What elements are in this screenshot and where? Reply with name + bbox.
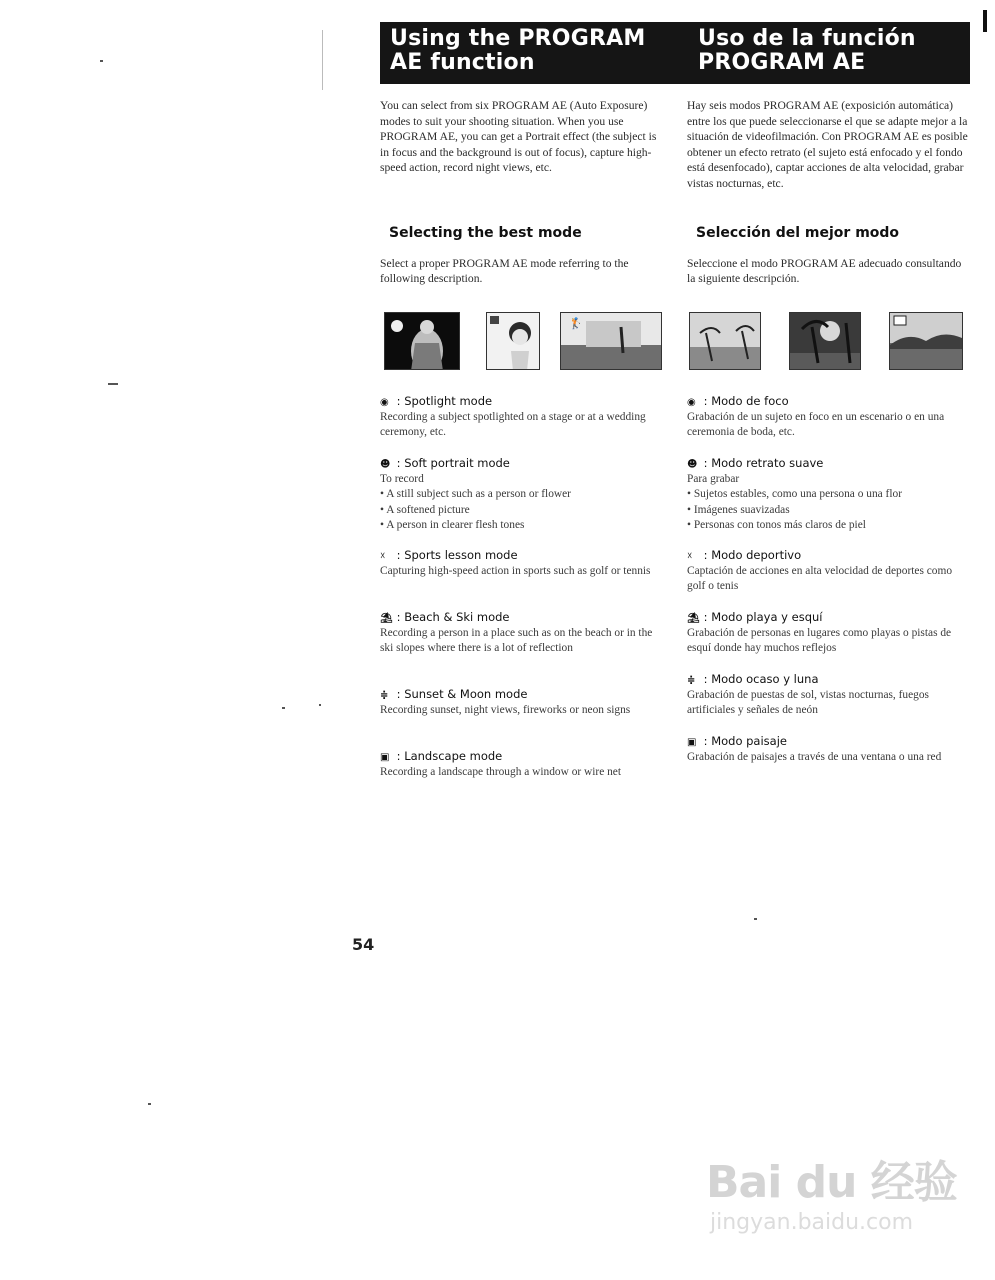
select-description-en: Select a proper PROGRAM AE mode referring to the following description. [380,257,629,286]
example-photos-es [687,312,969,372]
mode-description: Grabación de personas en lugares como playas o pistas de esquí donde hay muchos reflejos [687,627,952,655]
scan-speck [108,383,118,385]
soft-portrait-icon: ☻ [380,459,391,470]
intro-text-es: Hay seis modos PROGRAM AE (exposición automática) entre los que puede seleccionarse el que se adapte mejor a la situación de videofilmación. Con PROGRAM AE es posible obtener un efecto retrato (el sujeto está enfocado y el fondo está desenfocado), captar acciones de alta velocidad, grabar vistas nocturnas, etc. [687,99,968,190]
spotlight-photo [384,312,460,370]
beach-ski-icon: ⛱ [687,613,700,624]
mode-spotlight-en: ◉ : Spotlight mode Recording a subject spotlighted on a stage or at a wedding ceremony, etc. [380,394,665,441]
page-title-en: Using the PROGRAM AE function [390,26,646,75]
beach-photo [689,312,761,370]
section-heading-en: Selecting the best mode [389,225,582,241]
mode-description: Recording sunset, night views, fireworks or neon signs [380,704,631,716]
scan-speck [148,1103,151,1105]
landscape-icon: ▣ [380,752,390,763]
watermark-url: jingyan.baidu.com [710,1210,914,1235]
baidu-watermark [700,1118,962,1268]
mode-soft-portrait-es: ☻ : Modo retrato suave Para grabar • Sujetos estables, como una persona o una flor • Imágenes suavizadas • Personas con tonos más claros de piel [687,456,972,534]
mode-landscape-en: ▣ : Landscape mode Recording a landscape through a window or wire net [380,749,665,780]
mode-description: Capturing high-speed action in sports such as golf or tennis [380,565,651,577]
soft-portrait-icon: ☻ [687,459,698,470]
select-description-es: Seleccione el modo PROGRAM AE adecuado consultando la siguiente descripción. [687,257,962,286]
landscape-icon: ▣ [687,737,697,748]
sunset-moon-icon: ≑ [687,675,696,686]
svg-text:🏌: 🏌 [569,317,583,330]
scan-speck [754,918,757,920]
mode-description: Recording a landscape through a window or wire net [380,766,622,778]
beach-ski-icon: ⛱ [380,613,393,624]
spotlight-icon: ◉ [380,397,389,408]
list-item: • Sujetos estables, como una persona o una flor [687,487,972,502]
list-item: • Personas con tonos más claros de piel [687,518,972,533]
sunset-photo [789,312,861,370]
page-number: 54 [352,935,375,954]
spotlight-icon: ◉ [687,397,696,408]
sports-lesson-icon: ☓ [380,551,386,562]
watermark-logo: Bai du 经验 [706,1157,957,1208]
list-item: • A softened picture [380,503,665,518]
page-edge-mark [983,10,987,32]
mode-sunset-moon-en: ≑ : Sunset & Moon mode Recording sunset, night views, fireworks or neon signs [380,687,665,718]
sunset-moon-icon: ≑ [380,690,389,701]
mode-description: Recording a person in a place such as on the beach or in the ski slopes where there is a lot of reflection [380,627,653,655]
mode-sports-en: ☓ : Sports lesson mode Capturing high-speed action in sports such as golf or tennis [380,548,665,579]
mode-bullets [687,487,972,533]
intro-text-en: You can select from six PROGRAM AE (Auto Exposure) modes to suit your shooting situation. When you use PROGRAM AE, you can get a Portrait effect (the subject is in focus and the background is out of focus), capture high-speed action, record night views, etc. [380,99,657,175]
mode-description: Captación de acciones en alta velocidad de deportes como golf o tenis [687,565,953,593]
mode-beach-ski-en: ⛱ : Beach & Ski mode Recording a person in a place such as on the beach or in the ski slopes where there is a lot of reflection [380,610,665,657]
mode-soft-portrait-en: ☻ : Soft portrait mode To record • A still subject such as a person or flower • A softened picture • A person in clearer flesh tones [380,456,665,534]
mode-beach-ski-es: ⛱ : Modo playa y esquí Grabación de personas en lugares como playas o pistas de esquí donde hay muchos reflejos [687,610,972,657]
mode-description: Grabación de paisajes a través de una ventana o una red [687,751,942,763]
mode-description: Recording a subject spotlighted on a stage or at a wedding ceremony, etc. [380,411,646,439]
mode-spotlight-es: ◉ : Modo de foco Grabación de un sujeto en foco en un escenario o en una ceremonia de boda, etc. [687,394,972,441]
scan-speck [100,60,103,62]
title-banner [380,22,970,84]
list-item: • Imágenes suavizadas [687,503,972,518]
mode-sunset-moon-es: ≑ : Modo ocaso y luna Grabación de puestas de sol, vistas nocturnas, fuegos artificiales y señales de neón [687,672,972,719]
scan-speck [282,707,285,709]
mode-bullets [380,487,665,533]
sports-photo [560,312,662,370]
mode-description: Grabación de puestas de sol, vistas nocturnas, fuegos artificiales y señales de neón [687,689,929,717]
mode-landscape-es: ▣ : Modo paisaje Grabación de paisajes a través de una ventana o una red [687,734,972,765]
mode-sports-es: ☓ : Modo deportivo Captación de acciones en alta velocidad de deportes como golf o tenis [687,548,972,595]
section-heading-es: Selección del mejor modo [696,225,900,241]
list-item: • A person in clearer flesh tones [380,518,665,533]
page-title-es: Uso de la función PROGRAM AE [698,26,916,75]
mode-description: Para grabar [687,473,740,485]
example-photos-en [380,312,662,372]
list-item: • A still subject such as a person or flower [380,487,665,502]
mode-description: Grabación de un sujeto en foco en un escenario o en una ceremonia de boda, etc. [687,411,945,439]
mode-description: To record [380,473,424,485]
margin-line [322,30,323,90]
portrait-photo [486,312,540,370]
scan-speck [319,704,321,706]
landscape-photo [889,312,963,370]
sports-lesson-icon: ☓ [687,551,693,562]
